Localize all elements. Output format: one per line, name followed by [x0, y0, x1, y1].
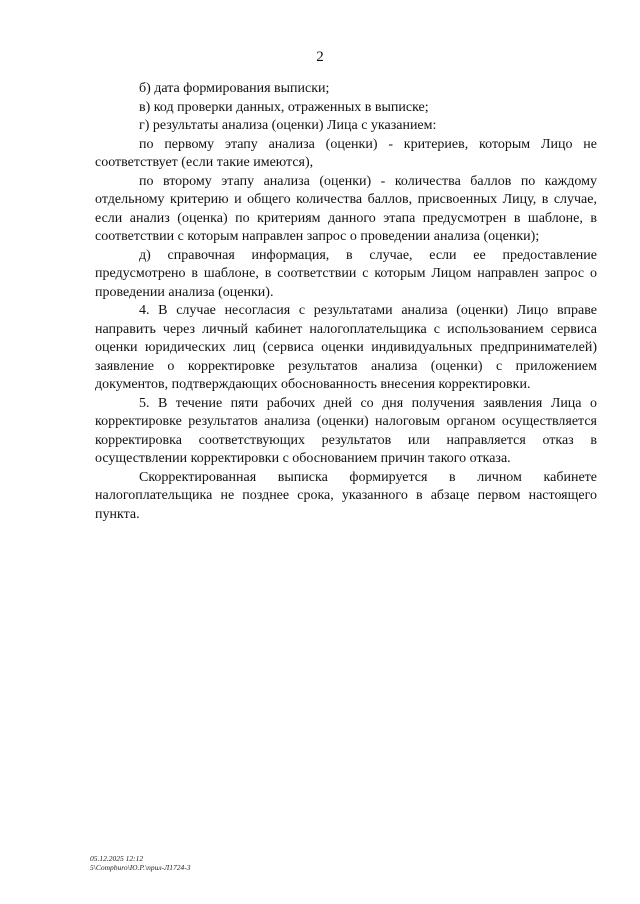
paragraph-clause-4: 4. В случае несогласия с результатами анализа (оценки) Лицо вправе направить через личный кабинет налогоплательщика с использованием сервиса оценки юридических лиц (сервиса оценки индивидуальных предпринимателей) заявление о корректировке результатов анализа (оценки) с приложением документов, подтверждающих обоснованность внесения корректировки. — [95, 303, 597, 392]
paragraph-corrected-extract: Скорректированная выписка формируется в личном кабинете налогоплательщика не позднее срока, указанного в абзаце первом настоящего пункта. — [95, 469, 597, 522]
paragraph-item-v: в) код проверки данных, отраженных в выписке; — [139, 99, 429, 115]
paragraph-second-stage: по второму этапу анализа (оценки) - количества баллов по каждому отдельному критерию и общего количества баллов, присвоенных Лицу, в случае, если анализ (оценка) по критериям данного этапа предусмотрен в шаблоне, в соответствии с которым направлен запрос о проведении анализа (оценки); — [95, 173, 597, 244]
paragraph-clause-5: 5. В течение пяти рабочих дней со дня получения заявления Лица о корректировке результатов анализа (оценки) налоговым органом осуществляется корректировка соответствующих результатов или направляется отказ в осуществлении корректировки с обоснованием причин такого отказа. — [95, 395, 597, 466]
footer-file-path: 5\Compburo\Ю.Р.\прил-Л1724-3 — [90, 863, 191, 872]
paragraph-item-g: г) результаты анализа (оценки) Лица с указанием: — [139, 118, 437, 133]
footer-timestamp: 05.12.2025 12:12 — [90, 854, 144, 863]
paragraph-item-b: б) дата формирования выписки; — [139, 81, 330, 96]
document-body — [95, 80, 597, 524]
paragraph-first-stage: по первому этапу анализа (оценки) - критериев, которым Лицо не соответствует (если такие имеются), — [95, 136, 597, 170]
paragraph-item-d: д) справочная информация, в случае, если ее предоставление предусмотрено в шаблоне, в соответствии с которым Лицом направлен запрос о проведении анализа (оценки). — [95, 247, 597, 300]
page-number: 2 — [316, 49, 324, 65]
document-footer — [90, 854, 190, 872]
